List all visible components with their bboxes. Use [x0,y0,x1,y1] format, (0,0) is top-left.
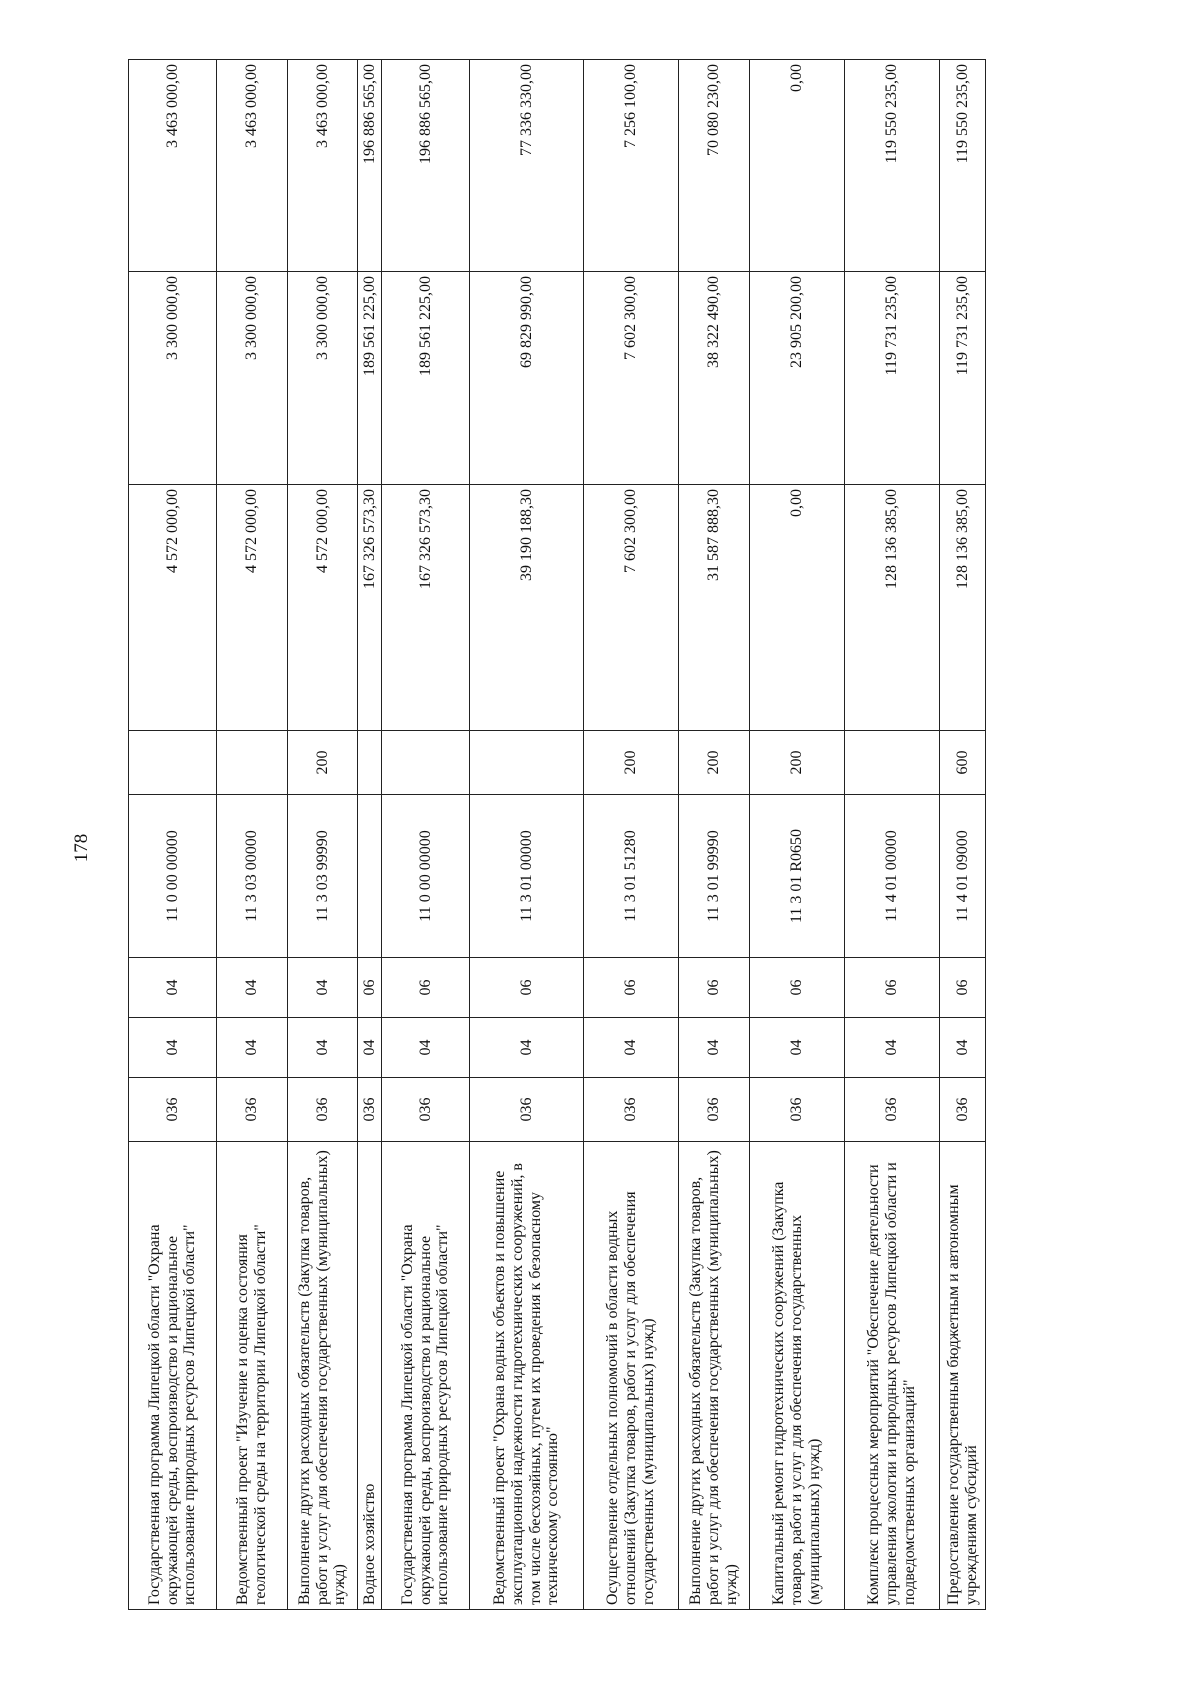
amount-year3-cell: 70 080 230,00 [679,60,750,272]
row-name-cell: Государственная программа Липецкой области "Охрана окружающей среды, воспроизводство и рациональное использование природных ресурсов Липецкой области" [129,1142,217,1610]
amount-year3-cell: 119 550 235,00 [845,60,940,272]
csr-code-cell: 11 3 01 R0650 [750,795,845,958]
table-row [382,60,470,1610]
budget-table [128,59,986,1610]
budget-table-wrapper [128,60,986,1610]
amount-year3-cell: 3 463 000,00 [129,60,217,272]
csr-code-cell [358,795,382,958]
amount-year2-cell: 119 731 235,00 [940,272,986,485]
amount-year2-cell: 23 905 200,00 [750,272,845,485]
amount-year2-cell: 3 300 000,00 [129,272,217,485]
csr-code-cell: 11 3 01 99990 [679,795,750,958]
row-name-cell: Водное хозяйство [358,1142,382,1610]
amount-year2-cell: 189 561 225,00 [358,272,382,485]
pr-code-cell: 06 [470,958,584,1018]
amount-year2-cell: 69 829 990,00 [470,272,584,485]
rz-code-cell: 04 [845,1018,940,1078]
amount-year1-cell: 167 326 573,30 [358,485,382,731]
pr-code-cell: 06 [750,958,845,1018]
vr-code-cell [129,731,217,795]
row-name-cell: Осуществление отдельных полномочий в области водных отношений (Закупка товаров, работ и услуг для обеспечения государственных (муниципальных) нужд) [584,1142,679,1610]
row-name-cell: Выполнение других расходных обязательств (Закупка товаров, работ и услуг для обеспечения государственных (муниципальных) нужд) [679,1142,750,1610]
amount-year3-cell: 3 463 000,00 [217,60,288,272]
vr-code-cell [470,731,584,795]
amount-year1-cell: 39 190 188,30 [470,485,584,731]
row-name-cell: Ведомственный проект "Охрана водных объектов и повышение эксплуатационной надежности гидротехнических сооружений, в том числе бесхозяйных, путем их проведения к безопасному техническому состоянию" [470,1142,584,1610]
amount-year3-cell: 3 463 000,00 [288,60,358,272]
table-row [940,60,986,1610]
rz-code-cell: 04 [288,1018,358,1078]
rz-code-cell: 04 [584,1018,679,1078]
pr-code-cell: 06 [584,958,679,1018]
csr-code-cell: 11 3 03 00000 [217,795,288,958]
vr-code-cell: 200 [288,731,358,795]
table-body [129,60,986,1610]
amount-year1-cell: 7 602 300,00 [584,485,679,731]
amount-year1-cell: 128 136 385,00 [845,485,940,731]
amount-year3-cell: 196 886 565,00 [382,60,470,272]
pr-code-cell: 06 [845,958,940,1018]
gr-code-cell: 036 [470,1078,584,1142]
csr-code-cell: 11 0 00 00000 [129,795,217,958]
gr-code-cell: 036 [382,1078,470,1142]
vr-code-cell [217,731,288,795]
row-name-cell: Предоставление государственным бюджетным и автономным учреждениям субсидий [940,1142,986,1610]
amount-year1-cell: 4 572 000,00 [288,485,358,731]
vr-code-cell: 200 [679,731,750,795]
table-row [584,60,679,1610]
amount-year2-cell: 38 322 490,00 [679,272,750,485]
amount-year3-cell: 77 336 330,00 [470,60,584,272]
csr-code-cell: 11 4 01 09000 [940,795,986,958]
table-row [288,60,358,1610]
rz-code-cell: 04 [358,1018,382,1078]
page-number: 178 [71,833,92,863]
rz-code-cell: 04 [382,1018,470,1078]
table-row [129,60,217,1610]
vr-code-cell: 200 [750,731,845,795]
vr-code-cell: 600 [940,731,986,795]
table-row [845,60,940,1610]
rz-code-cell: 04 [679,1018,750,1078]
rz-code-cell: 04 [470,1018,584,1078]
rz-code-cell: 04 [129,1018,217,1078]
table-row [217,60,288,1610]
vr-code-cell [845,731,940,795]
rz-code-cell: 04 [217,1018,288,1078]
row-name-cell: Капитальный ремонт гидротехнических сооружений (Закупка товаров, работ и услуг для обеспечения государственных (муниципальных) нужд) [750,1142,845,1610]
amount-year1-cell: 128 136 385,00 [940,485,986,731]
amount-year3-cell: 119 550 235,00 [940,60,986,272]
pr-code-cell: 06 [382,958,470,1018]
gr-code-cell: 036 [940,1078,986,1142]
row-name-cell: Государственная программа Липецкой области "Охрана окружающей среды, воспроизводство и рациональное использование природных ресурсов Липецкой области" [382,1142,470,1610]
pr-code-cell: 06 [679,958,750,1018]
gr-code-cell: 036 [750,1078,845,1142]
vr-code-cell [382,731,470,795]
csr-code-cell: 11 3 01 51280 [584,795,679,958]
amount-year2-cell: 3 300 000,00 [217,272,288,485]
amount-year3-cell: 0,00 [750,60,845,272]
rz-code-cell: 04 [940,1018,986,1078]
amount-year1-cell: 4 572 000,00 [129,485,217,731]
pr-code-cell: 06 [940,958,986,1018]
csr-code-cell: 11 0 00 00000 [382,795,470,958]
pr-code-cell: 04 [217,958,288,1018]
gr-code-cell: 036 [217,1078,288,1142]
vr-code-cell: 200 [584,731,679,795]
csr-code-cell: 11 3 01 00000 [470,795,584,958]
row-name-cell: Комплекс процессных мероприятий "Обеспечение деятельности управления экологии и природных ресурсов Липецкой области и подведомственных организаций" [845,1142,940,1610]
amount-year3-cell: 7 256 100,00 [584,60,679,272]
amount-year2-cell: 7 602 300,00 [584,272,679,485]
gr-code-cell: 036 [129,1078,217,1142]
pr-code-cell: 04 [288,958,358,1018]
row-name-cell: Ведомственный проект "Изучение и оценка состояния геологической среды на территории Липецкой области" [217,1142,288,1610]
vr-code-cell [358,731,382,795]
amount-year3-cell: 196 886 565,00 [358,60,382,272]
amount-year1-cell: 31 587 888,30 [679,485,750,731]
gr-code-cell: 036 [358,1078,382,1142]
csr-code-cell: 11 4 01 00000 [845,795,940,958]
csr-code-cell: 11 3 03 99990 [288,795,358,958]
pr-code-cell: 06 [358,958,382,1018]
rz-code-cell: 04 [750,1018,845,1078]
table-row [679,60,750,1610]
amount-year2-cell: 3 300 000,00 [288,272,358,485]
table-row [470,60,584,1610]
amount-year1-cell: 4 572 000,00 [217,485,288,731]
pr-code-cell: 04 [129,958,217,1018]
gr-code-cell: 036 [845,1078,940,1142]
amount-year2-cell: 119 731 235,00 [845,272,940,485]
gr-code-cell: 036 [584,1078,679,1142]
table-row [358,60,382,1610]
amount-year2-cell: 189 561 225,00 [382,272,470,485]
amount-year1-cell: 0,00 [750,485,845,731]
gr-code-cell: 036 [288,1078,358,1142]
amount-year1-cell: 167 326 573,30 [382,485,470,731]
row-name-cell: Выполнение других расходных обязательств (Закупка товаров, работ и услуг для обеспечения государственных (муниципальных) нужд) [288,1142,358,1610]
gr-code-cell: 036 [679,1078,750,1142]
table-row [750,60,845,1610]
